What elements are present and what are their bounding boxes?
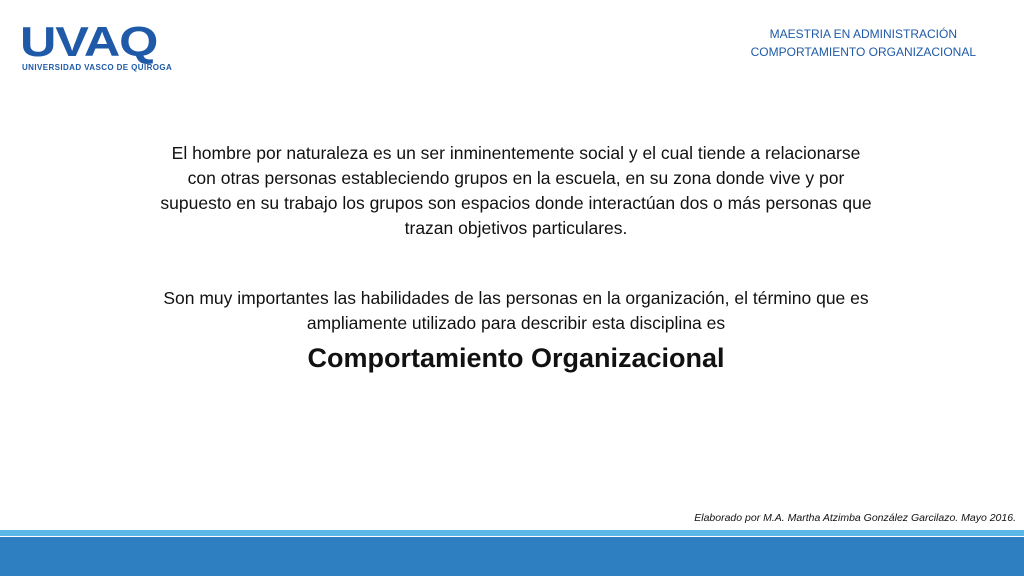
- course-title: COMPORTAMIENTO ORGANIZACIONAL: [750, 45, 976, 59]
- footer-bar-thin: [0, 530, 1024, 536]
- highlight-term: Comportamiento Organizacional: [307, 343, 725, 373]
- second-paragraph: Son muy importantes las habilidades de las personas en la organización, el término que es ampliamente utilizado para describir esta disciplina es: [163, 288, 869, 333]
- uvaq-logo: [20, 18, 190, 72]
- program-title: MAESTRIA EN ADMINISTRACIÓN: [769, 27, 957, 41]
- intro-paragraph: El hombre por naturaleza es un ser inminentemente social y el cual tiende a relacionarse con otras personas estableciendo grupos en la escuela, en su zona donde vive y por supuesto en su trabajo los grupos son espacios donde interactúan dos o más personas que trazan objetivos particulares.: [160, 143, 872, 238]
- logo-wordmark: UVAQ: [20, 18, 158, 65]
- author-credit: Elaborado por M.A. Martha Atzimba González Garcilazo. Mayo 2016.: [694, 512, 1016, 524]
- slide-header: [751, 25, 976, 61]
- footer-bar-thick: [0, 537, 1024, 576]
- logo-subtitle: UNIVERSIDAD VASCO DE QUIROGA: [22, 63, 173, 72]
